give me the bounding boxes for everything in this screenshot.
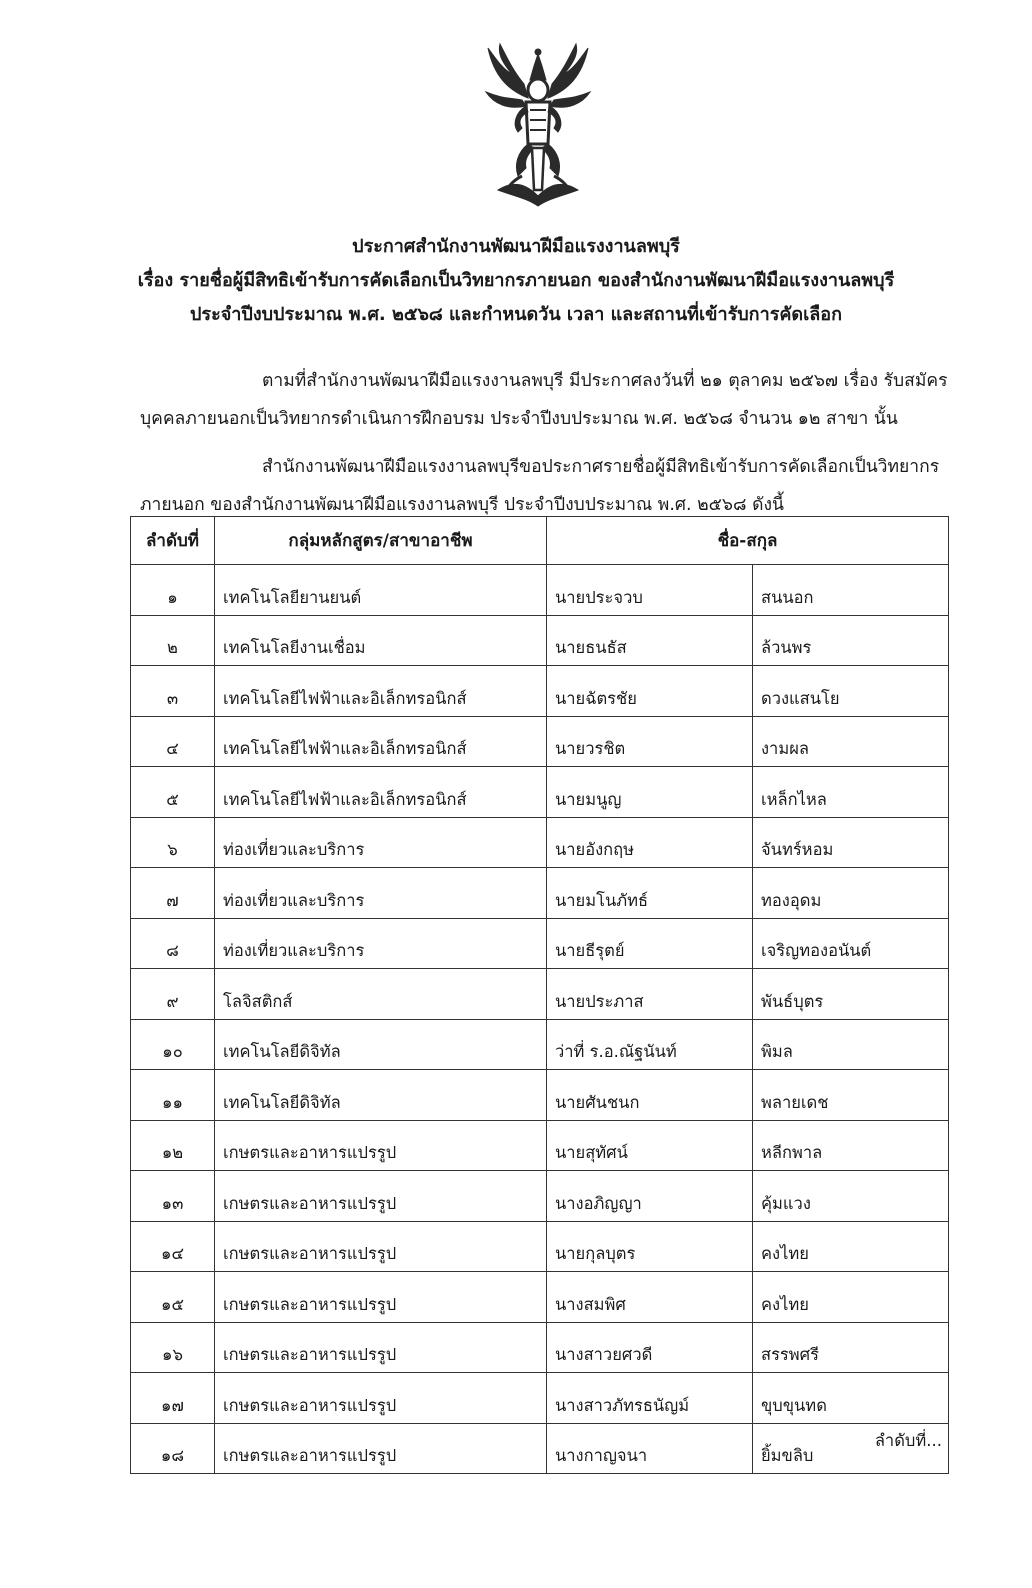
row-last-name: ทองอุดม: [753, 868, 949, 919]
table-row: [131, 1120, 949, 1171]
row-last-name: เหล็กไหล: [753, 767, 949, 818]
row-last-name: พิมล: [753, 1019, 949, 1070]
row-first-name: นายธนธัส: [547, 615, 753, 666]
paragraph-1-line-1: ตามที่สำนักงานพัฒนาฝีมือแรงงานลพบุรี มีประกาศลงวันที่ ๒๑ ตุลาคม ๒๕๖๗ เรื่อง รับสมัคร: [262, 371, 948, 391]
row-course-group: เกษตรและอาหารแปรรูป: [215, 1171, 547, 1222]
row-number: ๑: [131, 565, 215, 616]
header-full-name: ชื่อ-สกุล: [547, 517, 949, 565]
announcement-title: ประกาศสำนักงานพัฒนาฝีมือแรงงานลพบุรี: [352, 236, 680, 257]
row-number: ๓: [131, 666, 215, 717]
row-last-name: ยิ้มขลิบ: [753, 1423, 949, 1474]
row-first-name: นายฉัตรชัย: [547, 666, 753, 717]
table-row: [131, 1322, 949, 1373]
row-number: ๒: [131, 615, 215, 666]
row-course-group: เกษตรและอาหารแปรรูป: [215, 1423, 547, 1474]
announcement-subject: เรื่อง รายชื่อผู้มีสิทธิเข้ารับการคัดเลือกเป็นวิทยากรภายนอก ของสำนักงานพัฒนาฝีมือแรงงานลพบุรี: [137, 270, 895, 291]
row-number: ๙: [131, 969, 215, 1020]
row-last-name: พันธ์บุตร: [753, 969, 949, 1020]
row-first-name: นางอภิญญา: [547, 1171, 753, 1222]
row-number: ๑๖: [131, 1322, 215, 1373]
row-number: ๑๗: [131, 1373, 215, 1424]
row-number: ๕: [131, 767, 215, 818]
row-number: ๑๑: [131, 1070, 215, 1121]
paragraph-1-line-2: บุคคลภายนอกเป็นวิทยากรดำเนินการฝึกอบรม ประจำปีงบประมาณ พ.ศ. ๒๕๖๘ จำนวน ๑๒ สาขา นั้น: [140, 409, 898, 429]
table-row: [131, 918, 949, 969]
table-row: [131, 767, 949, 818]
row-course-group: โลจิสติกส์: [215, 969, 547, 1020]
row-last-name: สรรพศรี: [753, 1322, 949, 1373]
row-number: ๑๐: [131, 1019, 215, 1070]
table-row: [131, 666, 949, 717]
row-course-group: เทคโนโลยีไฟฟ้าและอิเล็กทรอนิกส์: [215, 716, 547, 767]
row-course-group: เทคโนโลยีดิจิทัล: [215, 1019, 547, 1070]
row-last-name: ขุบขุนทด: [753, 1373, 949, 1424]
row-first-name: นางกาญจนา: [547, 1423, 753, 1474]
row-first-name: นายศันชนก: [547, 1070, 753, 1121]
row-last-name: งามผล: [753, 716, 949, 767]
row-number: ๑๓: [131, 1171, 215, 1222]
continued-marker: ลำดับที่...: [874, 1431, 942, 1450]
row-last-name: เจริญทองอนันต์: [753, 918, 949, 969]
row-number: ๑๒: [131, 1120, 215, 1171]
table-row: [131, 1221, 949, 1272]
header-number: ลำดับที่: [131, 517, 215, 565]
table-row: [131, 565, 949, 616]
paragraph-2-line-1: สำนักงานพัฒนาฝีมือแรงงานลพบุรีขอประกาศรายชื่อผู้มีสิทธิเข้ารับการคัดเลือกเป็นวิทยากร: [262, 457, 940, 477]
table-row: [131, 716, 949, 767]
row-last-name: ดวงแสนโย: [753, 666, 949, 717]
row-first-name: นายอังกฤษ: [547, 817, 753, 868]
row-course-group: เทคโนโลยียานยนต์: [215, 565, 547, 616]
row-last-name: ล้วนพร: [753, 615, 949, 666]
row-number: ๑๕: [131, 1272, 215, 1323]
candidate-table: [130, 516, 949, 1474]
row-first-name: นายประภาส: [547, 969, 753, 1020]
table-row: [131, 969, 949, 1020]
row-course-group: ท่องเที่ยวและบริการ: [215, 817, 547, 868]
row-first-name: นายมนูญ: [547, 767, 753, 818]
table-row: [131, 615, 949, 666]
announcement-subject-continued: ประจำปีงบประมาณ พ.ศ. ๒๕๖๘ และกำหนดวัน เวลา และสถานที่เข้ารับการคัดเลือก: [190, 304, 842, 325]
row-number: ๑๘: [131, 1423, 215, 1474]
row-number: ๗: [131, 868, 215, 919]
row-course-group: ท่องเที่ยวและบริการ: [215, 918, 547, 969]
row-first-name: นายมโนภัทธ์: [547, 868, 753, 919]
row-first-name: นายธีรุตย์: [547, 918, 753, 969]
row-number: ๑๔: [131, 1221, 215, 1272]
row-first-name: นายกุลบุตร: [547, 1221, 753, 1272]
row-first-name: นางสาวยศวดี: [547, 1322, 753, 1373]
row-course-group: เทคโนโลยีไฟฟ้าและอิเล็กทรอนิกส์: [215, 666, 547, 717]
row-first-name: นางสาวภัทรธนัญม์: [547, 1373, 753, 1424]
row-number: ๔: [131, 716, 215, 767]
row-last-name: จันทร์หอม: [753, 817, 949, 868]
row-course-group: เกษตรและอาหารแปรรูป: [215, 1120, 547, 1171]
table-row: [131, 817, 949, 868]
row-first-name: นางสมพิศ: [547, 1272, 753, 1323]
table-row: [131, 1423, 949, 1474]
row-course-group: เทคโนโลยีไฟฟ้าและอิเล็กทรอนิกส์: [215, 767, 547, 818]
table-row: [131, 1272, 949, 1323]
table-row: [131, 1070, 949, 1121]
row-last-name: คุ้มแวง: [753, 1171, 949, 1222]
table-row: [131, 868, 949, 919]
table-header-row: [131, 517, 949, 565]
row-last-name: พลายเดช: [753, 1070, 949, 1121]
row-course-group: เทคโนโลยีดิจิทัล: [215, 1070, 547, 1121]
row-last-name: สนนอก: [753, 565, 949, 616]
header-course-group: กลุ่มหลักสูตร/สาขาอาชีพ: [215, 517, 547, 565]
row-course-group: เกษตรและอาหารแปรรูป: [215, 1272, 547, 1323]
row-course-group: เกษตรและอาหารแปรรูป: [215, 1221, 547, 1272]
row-course-group: เกษตรและอาหารแปรรูป: [215, 1373, 547, 1424]
row-first-name: ว่าที่ ร.อ.ณัฐนันท์: [547, 1019, 753, 1070]
row-last-name: หลีกพาล: [753, 1120, 949, 1171]
paragraph-2-line-2: ภายนอก ของสำนักงานพัฒนาฝีมือแรงงานลพบุรี ประจำปีงบประมาณ พ.ศ. ๒๕๖๘ ดังนี้: [140, 495, 784, 515]
table-row: [131, 1373, 949, 1424]
row-first-name: นายสุทัศน์: [547, 1120, 753, 1171]
row-course-group: เทคโนโลยีงานเชื่อม: [215, 615, 547, 666]
table-row: [131, 1019, 949, 1070]
row-number: ๖: [131, 817, 215, 868]
row-first-name: นายประจวบ: [547, 565, 753, 616]
garuda-emblem-icon: [478, 40, 598, 212]
row-course-group: เกษตรและอาหารแปรรูป: [215, 1322, 547, 1373]
row-number: ๘: [131, 918, 215, 969]
row-last-name: คงไทย: [753, 1221, 949, 1272]
table-row: [131, 1171, 949, 1222]
row-course-group: ท่องเที่ยวและบริการ: [215, 868, 547, 919]
row-last-name: คงไทย: [753, 1272, 949, 1323]
row-first-name: นายวรชิต: [547, 716, 753, 767]
